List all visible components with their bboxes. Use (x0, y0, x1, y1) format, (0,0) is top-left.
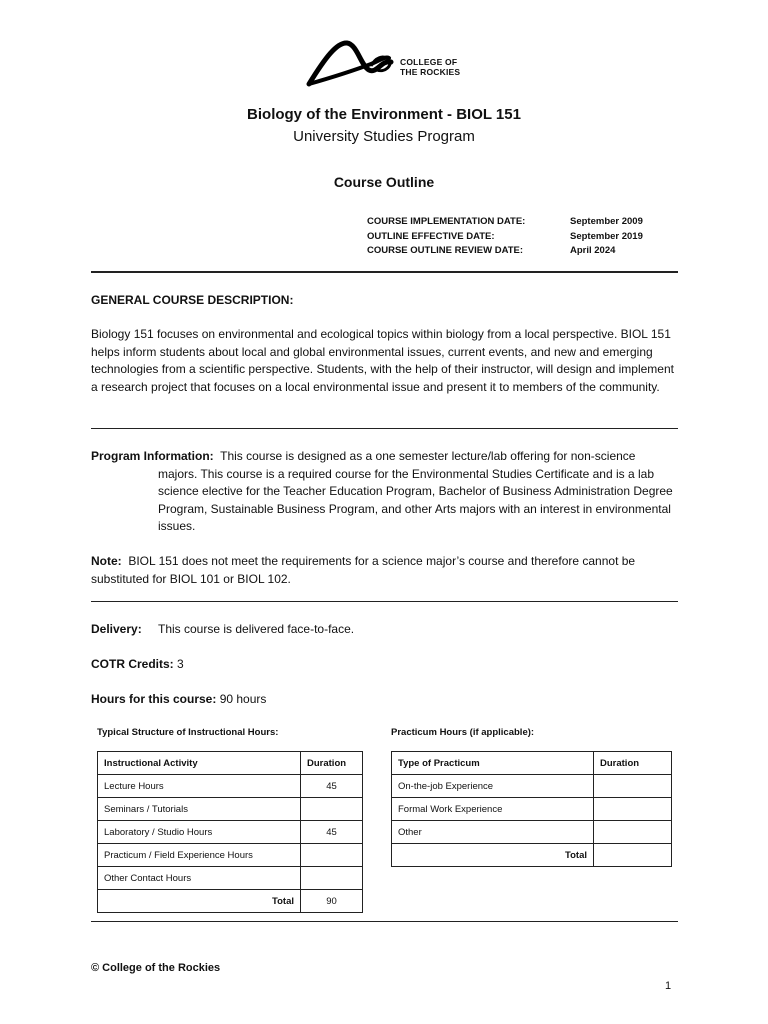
date-label: COURSE OUTLINE REVIEW DATE: (367, 245, 524, 256)
college-logo (305, 40, 475, 92)
table-row (98, 844, 363, 867)
program-information-text: This course is designed as a one semester lecture/lab offering for non-science (220, 449, 636, 463)
credits-value: 3 (177, 657, 184, 671)
program-information-continued: majors. This course is a required course for the Environmental Studies Certificate and is a lab science elective for the Teacher Education Program, Bachelor of Business Administration Degree Program, Sustainable Business Program, and other Arts majors with an interest in environmental issues. (158, 466, 673, 533)
column-header: Duration (301, 752, 363, 775)
column-header: Instructional Activity (98, 752, 301, 775)
activity-cell: Lecture Hours (98, 775, 301, 798)
general-description-body: Biology 151 focuses on environmental and ecological topics within biology from a local perspective. BIOL 151 helps inform students about local and global environmental issues, current events, and new and emerging technologies from a scientific perspective. Students, with the help of their instructor, will design and implement a research project that focuses on a local environmental issue and present it to members of the community. (91, 327, 674, 394)
duration-cell: 45 (301, 821, 363, 844)
mountain-logo-icon (305, 40, 400, 92)
activity-cell: Laboratory / Studio Hours (98, 821, 301, 844)
divider (91, 921, 678, 922)
course-title: Biology of the Environment - BIOL 151 (247, 106, 521, 123)
total-value (594, 844, 672, 867)
duration-cell (301, 867, 363, 890)
date-value: September 2009 (570, 216, 643, 227)
duration-cell (594, 775, 672, 798)
note-paragraph (91, 553, 681, 588)
table-header-row (392, 752, 672, 775)
total-row (98, 890, 363, 913)
program-information-label: Program Information: (91, 449, 214, 463)
outline-heading: Course Outline (333, 174, 435, 190)
note-text: BIOL 151 does not meet the requirements for a science major’s course and therefore cannot be substituted for BIOL 101 or BIOL 102. (91, 554, 636, 586)
program-information-first-line (91, 448, 635, 466)
program-subtitle: University Studies Program (293, 128, 475, 145)
date-label: OUTLINE EFFECTIVE DATE: (367, 230, 495, 242)
duration-cell (594, 821, 672, 844)
practicum-table-caption: Practicum Hours (if applicable): (391, 727, 535, 738)
delivery-label: Delivery: (91, 622, 142, 636)
effective-date-row (367, 230, 643, 245)
practicum-type-cell: Formal Work Experience (392, 798, 594, 821)
practicum-hours-table (391, 751, 672, 867)
total-row (392, 844, 672, 867)
note-label: Note: (91, 554, 122, 568)
page-number: 1 (665, 980, 672, 992)
table-row (392, 775, 672, 798)
date-value: April 2024 (570, 245, 616, 256)
credits-label: COTR Credits: (91, 657, 174, 671)
duration-cell (301, 844, 363, 867)
hours-line (91, 691, 681, 709)
practicum-type-cell: On-the-job Experience (392, 775, 594, 798)
logo-wordmark: COLLEGE OF THE ROCKIES (400, 57, 461, 77)
duration-cell (301, 798, 363, 821)
duration-cell: 45 (301, 775, 363, 798)
table-row (98, 798, 363, 821)
table-row (392, 821, 672, 844)
practicum-type-cell: Other (392, 821, 594, 844)
credits-line (91, 656, 681, 674)
dates-block (367, 215, 643, 259)
instructional-table-caption: Typical Structure of Instructional Hours: (97, 727, 279, 738)
activity-cell: Seminars / Tutorials (98, 798, 301, 821)
total-label: Total (392, 844, 594, 867)
hours-value: 90 hours (219, 692, 267, 706)
date-value: September 2019 (570, 230, 643, 242)
general-description-heading: GENERAL COURSE DESCRIPTION: (91, 293, 294, 307)
activity-cell: Practicum / Field Experience Hours (98, 844, 301, 867)
hours-label: Hours for this course: (91, 692, 217, 706)
divider (91, 601, 678, 602)
duration-cell (594, 798, 672, 821)
implementation-date-row (367, 215, 643, 230)
delivery-line (91, 622, 354, 636)
date-label: COURSE IMPLEMENTATION DATE: (367, 216, 526, 227)
table-row (98, 867, 363, 890)
activity-cell: Other Contact Hours (98, 867, 301, 890)
total-value: 90 (301, 890, 363, 913)
copyright-footer: © College of the Rockies (91, 962, 221, 974)
table-header-row (98, 752, 363, 775)
divider (91, 271, 678, 273)
divider (91, 428, 678, 429)
delivery-value: This course is delivered face-to-face. (158, 622, 355, 636)
table-row (392, 798, 672, 821)
table-row (98, 821, 363, 844)
instructional-hours-table (97, 751, 363, 913)
review-date-row (367, 244, 643, 259)
table-row (98, 775, 363, 798)
column-header: Type of Practicum (392, 752, 594, 775)
column-header: Duration (594, 752, 672, 775)
total-label: Total (98, 890, 301, 913)
